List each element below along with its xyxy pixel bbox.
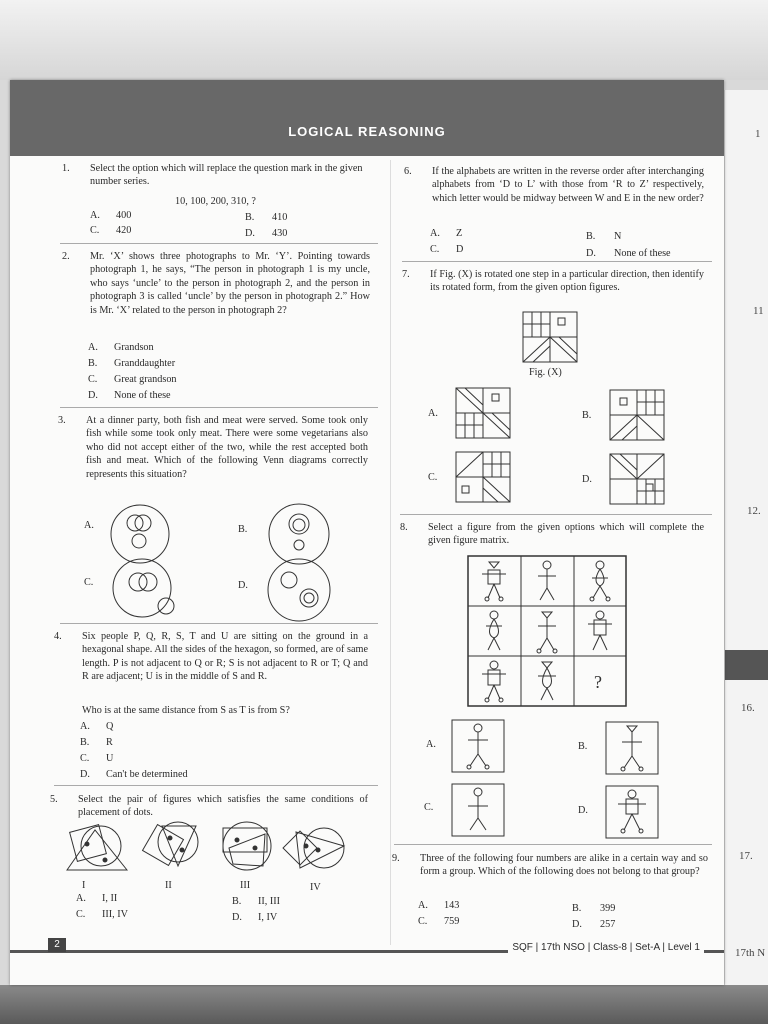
- option-label: D.: [238, 580, 248, 591]
- option-text: 400: [116, 210, 132, 221]
- option-text: None of these: [114, 390, 171, 401]
- venn-diagram-b: [267, 504, 331, 564]
- question-text: Select the option which will replace the question mark in the given number series.: [90, 163, 363, 188]
- option-text: R: [106, 737, 113, 748]
- option-text: Q: [106, 721, 114, 732]
- figure-label: IV: [310, 882, 321, 893]
- option-figure-a: [452, 720, 504, 772]
- option-text: 399: [600, 903, 616, 914]
- option-text: 257: [600, 919, 616, 930]
- option-label: D.: [578, 805, 588, 816]
- figure-label: I: [82, 880, 86, 891]
- option-text: 143: [444, 900, 460, 911]
- question-separator: [60, 407, 378, 408]
- question-number: 7.: [402, 269, 410, 280]
- option-figure-c: [452, 784, 504, 836]
- option-label: A.: [426, 739, 436, 750]
- option-text: U: [106, 753, 114, 764]
- option-label: D.: [245, 228, 255, 239]
- question-text: If Fig. (X) is rotated one step in a particular direction, then identify its rotated form, from the given option figures.: [430, 269, 704, 294]
- adjacent-page-edge: [724, 90, 768, 985]
- option-text: Great grandson: [114, 374, 177, 385]
- question-text: Select a figure from the given options which will complete the given figure matrix.: [428, 522, 704, 547]
- question-separator: [60, 243, 378, 244]
- option-text: 420: [116, 225, 132, 236]
- option-label: C.: [80, 753, 90, 764]
- question-text: If the alphabets are written in the reverse order after interchanging alphabets from ‘D to L’ with those from ‘R to Z’ respectively, which letter would be midway between W and E in the new order?: [432, 166, 704, 204]
- column-divider: [390, 160, 391, 945]
- option-label: B.: [586, 231, 596, 242]
- question-separator: [60, 623, 378, 624]
- option-text: None of these: [614, 248, 671, 259]
- option-label: A.: [430, 228, 440, 239]
- option-label: C.: [84, 577, 94, 588]
- option-text: D: [456, 244, 464, 255]
- option-label: B.: [232, 896, 242, 907]
- option-figure-b: [610, 390, 664, 440]
- question-separator: [400, 514, 712, 515]
- option-label: B.: [80, 737, 90, 748]
- option-label: A.: [428, 408, 438, 419]
- option-label: D.: [88, 390, 98, 401]
- missing-cell-mark: ?: [594, 672, 602, 692]
- question-text: Six people P, Q, R, S, T and U are sitting on the ground in a hexagonal shape. All the sides of the hexagon, so formed, are of same length. P is not adjacent to Q or R; S is not adjacent to R or T; Q and R are adjacent; U is in the middle of S and R.: [82, 631, 368, 683]
- scan-background-top: [0, 0, 768, 80]
- question-number: 5.: [50, 794, 58, 805]
- option-label: A.: [76, 893, 86, 904]
- adjacent-page-label: 16.: [741, 702, 755, 714]
- venn-diagram-d: [267, 558, 331, 622]
- question-text: At a dinner party, both fish and meat were served. Some took only fish while some took only meat. There were some vegetarians also who did not accept either of the two, while the rest accepted both fish and meat. Which of the following Venn diagrams correctly represents this situation?: [86, 415, 368, 480]
- option-label: C.: [430, 244, 440, 255]
- question-number: 3.: [58, 415, 66, 426]
- question-text: Three of the following four numbers are alike in a certain way and so form a group. Which of the following does not belong to that group?: [420, 853, 708, 878]
- option-label: C.: [88, 374, 98, 385]
- question-number: 8.: [400, 522, 408, 533]
- figure-caption: Fig. (X): [529, 367, 562, 378]
- option-label: C.: [76, 909, 86, 920]
- figure-label: II: [165, 880, 172, 891]
- adjacent-page-label: 1: [755, 128, 761, 140]
- question-text: Select the pair of figures which satisfies the same conditions of placement of dots.: [78, 794, 368, 819]
- option-label: C.: [424, 802, 434, 813]
- footer-text: SQF | 17th NSO | Class-8 | Set-A | Level 1: [508, 942, 704, 953]
- option-label: C.: [428, 472, 438, 483]
- option-label: D.: [582, 474, 592, 485]
- option-figure-a: [456, 388, 510, 438]
- question-number: 1.: [62, 163, 70, 174]
- dot-figure-2: [142, 820, 210, 876]
- adjacent-page-label: 11: [753, 305, 764, 317]
- dot-figure-3: [215, 820, 281, 876]
- option-label: C.: [90, 225, 100, 236]
- adjacent-page-label: 17.: [739, 850, 753, 862]
- section-header: [10, 80, 724, 156]
- option-figure-d: [606, 786, 658, 838]
- option-text: II, III: [258, 896, 281, 907]
- option-text: 410: [272, 212, 288, 223]
- option-figure-d: [610, 454, 664, 504]
- question-separator: [54, 785, 378, 786]
- question-number: 4.: [54, 631, 62, 642]
- adjacent-page-label: 12.: [747, 505, 761, 517]
- adjacent-page-label: 17th N: [735, 947, 766, 959]
- option-text: III, IV: [102, 909, 129, 920]
- figure-x: [523, 312, 577, 362]
- option-text: 759: [444, 916, 460, 927]
- option-label: B.: [578, 741, 588, 752]
- figure-matrix: [468, 556, 626, 706]
- option-label: A.: [90, 210, 100, 221]
- option-text: N: [614, 231, 622, 242]
- question-ask: Who is at the same distance from S as T is from S?: [82, 705, 290, 716]
- option-text: Can't be determined: [106, 769, 188, 780]
- venn-diagram-a: [110, 504, 170, 564]
- option-text: 430: [272, 228, 288, 239]
- dot-figure-4: [282, 826, 352, 874]
- option-label: C.: [418, 916, 428, 927]
- option-label: D.: [80, 769, 90, 780]
- option-text: Z: [456, 228, 463, 239]
- option-label: B.: [238, 524, 248, 535]
- option-label: B.: [582, 410, 592, 421]
- option-figure-b: [606, 722, 658, 774]
- option-label: A.: [84, 520, 94, 531]
- option-label: D.: [572, 919, 582, 930]
- option-label: A.: [80, 721, 90, 732]
- adjacent-page-band: [725, 650, 768, 680]
- question-number: 9.: [392, 853, 400, 864]
- option-text: Grandson: [114, 342, 154, 353]
- dot-figure-1: [65, 822, 133, 874]
- option-label: B.: [88, 358, 98, 369]
- number-series: 10, 100, 200, 310, ?: [175, 196, 256, 207]
- question-number: 2.: [62, 251, 70, 262]
- option-label: B.: [572, 903, 582, 914]
- option-label: A.: [418, 900, 428, 911]
- question-separator: [402, 261, 712, 262]
- venn-diagram-c: [112, 558, 182, 624]
- page-number: 2: [48, 938, 66, 952]
- figure-label: III: [240, 880, 251, 891]
- option-text: Granddaughter: [114, 358, 176, 369]
- section-title: LOGICAL REASONING: [288, 124, 446, 139]
- option-text: I, IV: [258, 912, 278, 923]
- option-label: A.: [88, 342, 98, 353]
- option-label: D.: [232, 912, 242, 923]
- question-number: 6.: [404, 166, 412, 177]
- exam-page: [10, 80, 724, 985]
- scan-background-bottom: [0, 985, 768, 1024]
- question-text: Mr. ‘X’ shows three photographs to Mr. ‘Y’. Pointing towards photograph 1, he says, “The person in photograph 1 is my uncle, who says ‘uncle’ to the person in photograph 2, and the person in photograph 3 is called ‘uncle’ by the person in photograph 2.” How is Mr. ‘X’ related to the person in photograph 2?: [90, 251, 370, 316]
- option-label: B.: [245, 212, 255, 223]
- option-text: I, II: [102, 893, 118, 904]
- question-separator: [394, 844, 712, 845]
- option-figure-c: [456, 452, 510, 502]
- option-label: D.: [586, 248, 596, 259]
